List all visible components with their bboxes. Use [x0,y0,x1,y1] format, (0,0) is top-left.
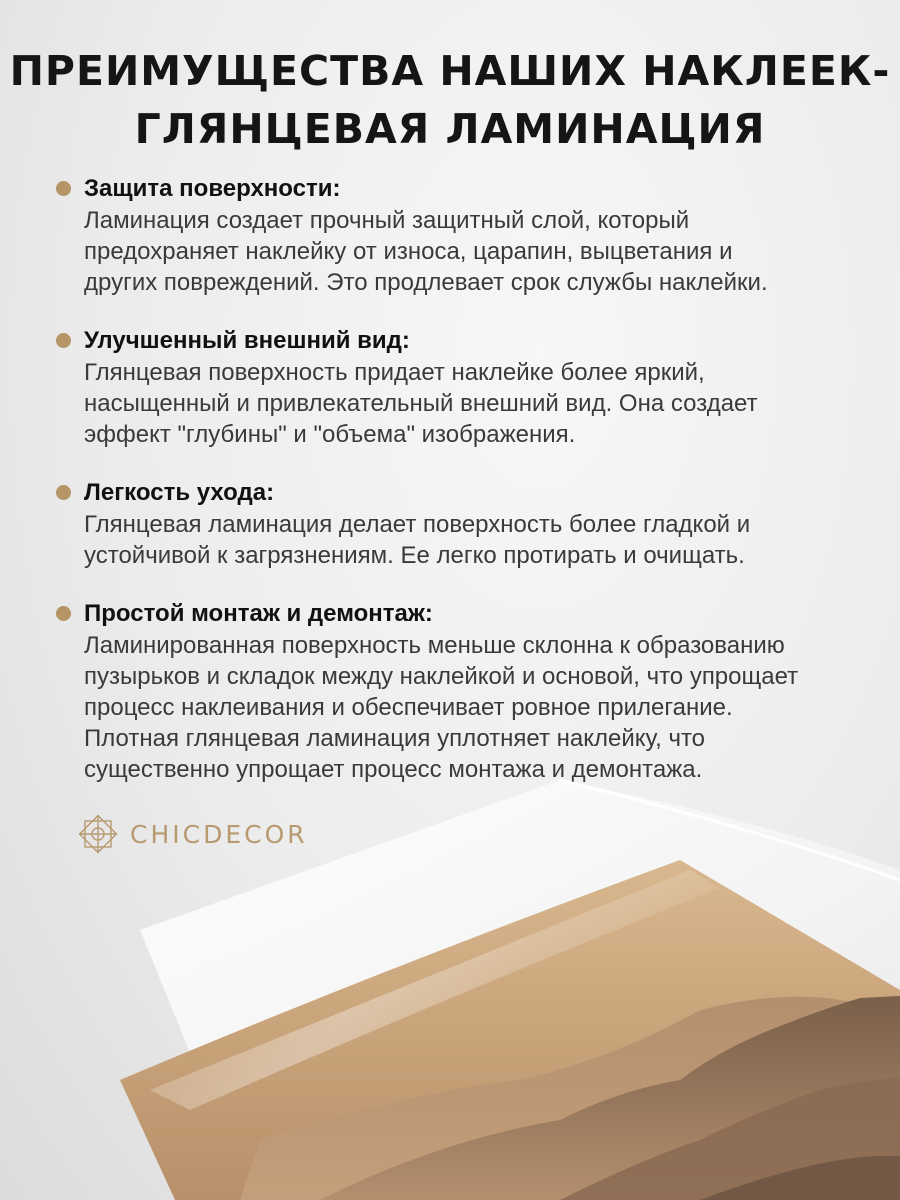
benefits-list [56,172,886,811]
benefit-line: устойчивой к загрязнениям. Ее легко протирать и очищать. [84,542,745,569]
benefit-line: Глянцевая поверхность придает наклейке более яркий, [84,359,705,386]
benefit-heading: Защита поверхности: [84,175,341,202]
benefit-line: пузырьков и складок между наклейкой и основой, что упрощает [84,663,799,690]
bullet-dot-icon [56,333,71,348]
benefit-line: процесс наклеивания и обеспечивает ровное прилегание. [84,694,733,721]
benefit-line: Ламинация создает прочный защитный слой, который [84,207,690,234]
benefit-line: эффект "глубины" и "объема" изображения. [84,421,576,448]
benefit-description [84,205,886,298]
benefit-heading: Легкость ухода: [84,479,275,506]
bullet-dot-icon [56,485,71,500]
benefit-heading: Простой монтаж и демонтаж: [84,600,433,627]
benefit-heading: Улучшенный внешний вид: [84,327,410,354]
page-title [0,42,900,158]
bullet-dot-icon [56,606,71,621]
benefit-line: Плотная глянцевая ламинация уплотняет наклейку, что [84,725,706,752]
benefit-easy-mounting [56,597,886,785]
benefit-line: насыщенный и привлекательный внешний вид. Она создает [84,390,758,417]
benefit-easy-care [56,476,886,571]
benefit-line: Ламинированная поверхность меньше склонна к образованию [84,632,785,659]
brand-name: CHICDECOR [130,819,308,849]
benefit-improved-look [56,324,886,450]
title-line-1: ПРЕИМУЩЕСТВА НАШИХ НАКЛЕЕК- [9,47,891,95]
geometric-star-logo-icon [76,812,120,856]
benefit-surface-protection [56,172,886,298]
benefit-line: существенно упрощает процесс монтажа и демонтажа. [84,756,703,783]
benefit-line: Глянцевая ламинация делает поверхность более гладкой и [84,511,751,538]
bullet-dot-icon [56,181,71,196]
benefit-line: предохраняет наклейку от износа, царапин, выцветания и [84,238,733,265]
benefit-line: других повреждений. Это продлевает срок службы наклейки. [84,269,768,296]
title-line-2: ГЛЯНЦЕВАЯ ЛАМИНАЦИЯ [134,105,766,153]
benefit-description [84,357,886,450]
benefit-description [84,509,886,571]
brand [76,808,308,860]
